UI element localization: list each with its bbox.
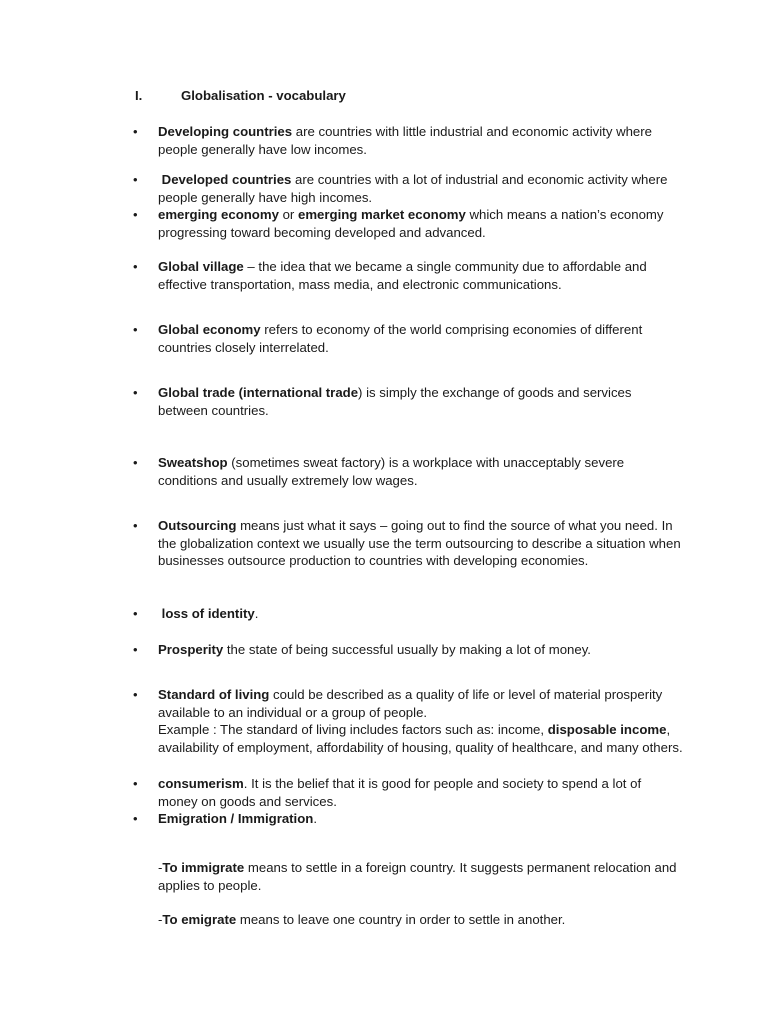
- list-item-developed-countries: [133, 171, 683, 206]
- bullet-icon: •: [133, 207, 138, 222]
- list-item-developing-countries: [133, 123, 683, 158]
- bullet-icon: •: [133, 172, 138, 187]
- definition: which means a nation’s economy progressing toward becoming developed and advanced.: [158, 207, 664, 240]
- list-item-global-economy: [133, 321, 683, 356]
- list-item-sweatshop: [133, 454, 683, 489]
- term: Prosperity: [158, 642, 224, 657]
- bullet-icon: •: [133, 385, 138, 400]
- bullet-icon: •: [133, 455, 138, 470]
- bullet-icon: •: [133, 642, 138, 657]
- definition: the state of being successful usually by making a lot of money.: [223, 642, 591, 657]
- section-title: Globalisation - vocabulary: [181, 88, 346, 103]
- example-term: disposable income: [547, 722, 667, 738]
- bullet-icon: •: [133, 518, 138, 533]
- definition: could be described as a quality of life or level of material prosperity available to an individual or a group of people.: [158, 687, 663, 720]
- list-item-outsourcing: [133, 517, 683, 570]
- term: Emigration / Immigration: [158, 811, 314, 826]
- bullet-icon: •: [133, 259, 138, 274]
- sub-prefix: -: [158, 912, 163, 928]
- list-item-consumerism: [133, 775, 683, 810]
- definition: means to leave one country in order to settle in another.: [236, 912, 566, 928]
- definition: are countries with a lot of industrial and economic activity where people generally have high incomes.: [158, 172, 668, 205]
- bullet-icon: •: [133, 124, 138, 139]
- term: emerging economy: [158, 207, 279, 222]
- definition: ) is simply the exchange of goods and services between countries.: [158, 385, 632, 418]
- list-item-emerging-economy: [133, 206, 683, 241]
- term: Sweatshop: [158, 455, 228, 470]
- list-item-standard-of-living: [133, 686, 683, 756]
- section-number: I.: [135, 88, 143, 103]
- term: To emigrate: [162, 912, 237, 928]
- term: Global village: [158, 259, 244, 274]
- sub-item-to-emigrate: [158, 898, 683, 942]
- definition: – the idea that we became a single community due to affordable and effective transportation, mass media, and electronic communications.: [158, 259, 647, 292]
- definition: refers to economy of the world comprising economies of different countries closely interrelated.: [158, 322, 643, 355]
- bullet-icon: •: [133, 776, 138, 791]
- bullet-icon: •: [133, 606, 138, 621]
- bullet-icon: •: [133, 687, 138, 702]
- sub-prefix: -: [158, 860, 163, 876]
- connector-text: or: [278, 207, 298, 222]
- definition: . It is the belief that it is good for people and society to spend a lot of money on goods and services.: [158, 776, 642, 809]
- definition: (sometimes sweat factory) is a workplace with unacceptably severe conditions and usually extremely low wages.: [158, 455, 625, 488]
- term: Global trade (international trade: [158, 385, 359, 400]
- definition: .: [313, 811, 318, 826]
- example-text: Example : The standard of living includes factors such as: income,: [158, 722, 548, 738]
- definition: .: [254, 606, 259, 621]
- term: Developed countries: [158, 172, 292, 187]
- list-item-emigration-immigration: [133, 810, 683, 828]
- term: Outsourcing: [158, 518, 237, 533]
- example-text-end: , availability of employment, affordability of housing, quality of healthcare, and many others.: [158, 722, 683, 755]
- bullet-icon: •: [133, 811, 138, 826]
- term: Developing countries: [158, 124, 293, 139]
- term: To immigrate: [162, 860, 245, 876]
- definition: means to settle in a foreign country. It suggests permanent relocation and applies to people.: [158, 860, 677, 893]
- definition: are countries with little industrial and economic activity where people generally have low incomes.: [158, 124, 652, 157]
- list-item-prosperity: [133, 641, 683, 659]
- term: loss of identity: [158, 606, 255, 621]
- term: consumerism: [158, 776, 244, 791]
- bullet-icon: •: [133, 322, 138, 337]
- section-heading: [135, 87, 346, 105]
- list-item-global-trade: [133, 384, 683, 419]
- term-secondary: emerging market economy: [297, 207, 466, 222]
- list-item-global-village: [133, 258, 683, 293]
- term: Standard of living: [158, 687, 270, 702]
- definition: means just what it says – going out to find the source of what you need. In the globalization context we usually use the term outsourcing to describe a situation when businesses outsource production to countries with developing economies.: [158, 518, 681, 569]
- term: Global economy: [158, 322, 261, 337]
- list-item-loss-of-identity: [133, 605, 683, 623]
